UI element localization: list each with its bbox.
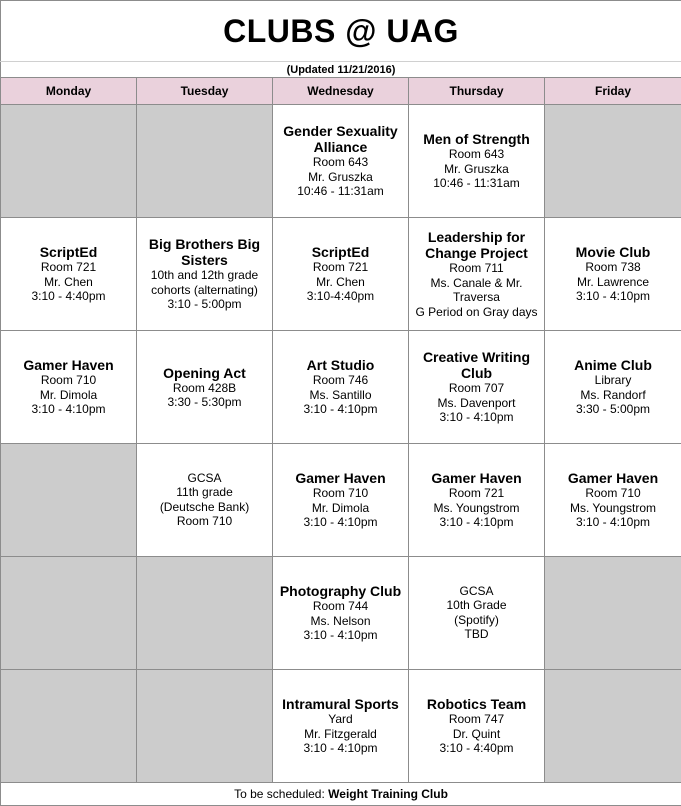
empty-slot-tuesday — [137, 670, 273, 783]
day-header-thursday: Thursday — [409, 78, 545, 105]
club-detail: Dr. Quint — [411, 727, 542, 742]
to-be-scheduled-label: To be scheduled: — [234, 787, 325, 801]
club-detail: Ms. Santillo — [275, 388, 406, 403]
club-detail: 3:10 - 4:40pm — [3, 289, 134, 304]
club-cell-thursday — [409, 557, 545, 670]
club-detail: (Deutsche Bank) — [139, 500, 270, 515]
club-cell-thursday — [409, 105, 545, 218]
club-detail: Ms. Canale & Mr. Traversa — [411, 276, 542, 305]
club-name: Gamer Haven — [3, 357, 134, 373]
club-cell-wednesday — [273, 444, 409, 557]
club-detail: Ms. Davenport — [411, 396, 542, 411]
club-detail: 3:10 - 4:10pm — [411, 515, 542, 530]
empty-slot-monday — [1, 444, 137, 557]
club-cell-thursday — [409, 670, 545, 783]
club-cell-thursday — [409, 331, 545, 444]
club-detail: Mr. Chen — [3, 275, 134, 290]
club-detail: Mr. Dimola — [3, 388, 134, 403]
club-detail: Room 643 — [275, 155, 406, 170]
club-cell-monday — [1, 218, 137, 331]
to-be-scheduled-note — [1, 783, 681, 806]
schedule-row — [1, 444, 681, 557]
club-detail: TBD — [411, 627, 542, 642]
club-detail: Room 710 — [275, 486, 406, 501]
club-detail: Room 711 — [411, 261, 542, 276]
club-cell-wednesday — [273, 670, 409, 783]
day-header-row — [1, 78, 681, 105]
club-name: Leadership for Change Project — [411, 229, 542, 261]
club-detail: Ms. Nelson — [275, 614, 406, 629]
day-header-monday: Monday — [1, 78, 137, 105]
day-header-friday: Friday — [545, 78, 681, 105]
club-cell-tuesday — [137, 218, 273, 331]
club-name: Gamer Haven — [275, 470, 406, 486]
club-detail: 3:10 - 4:10pm — [275, 402, 406, 417]
empty-slot-friday — [545, 557, 681, 670]
club-detail: Ms. Youngstrom — [547, 501, 679, 516]
club-detail: 10:46 - 11:31am — [411, 176, 542, 191]
club-name: Robotics Team — [411, 696, 542, 712]
schedule-row — [1, 331, 681, 444]
club-detail: Mr. Gruszka — [275, 170, 406, 185]
club-detail: 3:10 - 4:10pm — [547, 289, 679, 304]
empty-slot-friday — [545, 670, 681, 783]
club-detail: 3:10 - 4:40pm — [411, 741, 542, 756]
club-name: Gender Sexuality Alliance — [275, 123, 406, 155]
club-detail: Room 707 — [411, 381, 542, 396]
club-detail: Room 744 — [275, 599, 406, 614]
club-detail: 3:10 - 4:10pm — [275, 628, 406, 643]
club-detail: Mr. Gruszka — [411, 162, 542, 177]
schedule-row — [1, 218, 681, 331]
club-cell-friday — [545, 331, 681, 444]
club-name: Art Studio — [275, 357, 406, 373]
club-detail: Room 721 — [275, 260, 406, 275]
schedule-row — [1, 105, 681, 218]
schedule-row — [1, 670, 681, 783]
club-detail: Ms. Randorf — [547, 388, 679, 403]
club-detail: Yard — [275, 712, 406, 727]
club-detail: Mr. Dimola — [275, 501, 406, 516]
club-name: Intramural Sports — [275, 696, 406, 712]
empty-slot-tuesday — [137, 557, 273, 670]
club-name: Photography Club — [275, 583, 406, 599]
club-detail: 3:30 - 5:30pm — [139, 395, 270, 410]
club-name: GCSA — [411, 584, 542, 598]
club-name: Movie Club — [547, 244, 679, 260]
club-name: Gamer Haven — [411, 470, 542, 486]
club-name: Men of Strength — [411, 131, 542, 147]
club-detail: 3:10 - 5:00pm — [139, 297, 270, 312]
empty-slot-tuesday — [137, 105, 273, 218]
club-name: Big Brothers Big Sisters — [139, 236, 270, 268]
club-detail: Room 721 — [3, 260, 134, 275]
schedule-row — [1, 557, 681, 670]
club-name: ScriptEd — [275, 244, 406, 260]
club-cell-wednesday — [273, 105, 409, 218]
club-detail: Room 747 — [411, 712, 542, 727]
updated-date: (Updated 11/21/2016) — [1, 62, 681, 78]
club-detail: G Period on Gray days — [411, 305, 542, 320]
club-cell-monday — [1, 331, 137, 444]
club-detail: 3:10-4:40pm — [275, 289, 406, 304]
club-cell-wednesday — [273, 557, 409, 670]
club-detail: Mr. Fitzgerald — [275, 727, 406, 742]
club-name: GCSA — [139, 471, 270, 485]
club-detail: 10th and 12th grade cohorts (alternating) — [139, 268, 270, 297]
club-detail: Room 710 — [547, 486, 679, 501]
club-detail: 10th Grade — [411, 598, 542, 613]
club-detail: 11th grade — [139, 485, 270, 500]
club-cell-tuesday — [137, 331, 273, 444]
club-detail: Library — [547, 373, 679, 388]
club-cell-wednesday — [273, 218, 409, 331]
club-name: Anime Club — [547, 357, 679, 373]
club-detail: Room 428B — [139, 381, 270, 396]
club-cell-thursday — [409, 444, 545, 557]
club-detail: (Spotify) — [411, 613, 542, 628]
club-cell-friday — [545, 444, 681, 557]
club-detail: 3:10 - 4:10pm — [275, 741, 406, 756]
club-cell-friday — [545, 218, 681, 331]
club-detail: Room 738 — [547, 260, 679, 275]
club-name: Opening Act — [139, 365, 270, 381]
club-detail: Room 746 — [275, 373, 406, 388]
club-detail: Room 710 — [139, 514, 270, 529]
day-header-wednesday: Wednesday — [273, 78, 409, 105]
club-detail: Room 710 — [3, 373, 134, 388]
club-detail: Mr. Lawrence — [547, 275, 679, 290]
unscheduled-club-name: Weight Training Club — [328, 787, 448, 801]
club-detail: 3:10 - 4:10pm — [411, 410, 542, 425]
club-detail: 3:10 - 4:10pm — [3, 402, 134, 417]
club-name: Gamer Haven — [547, 470, 679, 486]
empty-slot-friday — [545, 105, 681, 218]
club-name: ScriptEd — [3, 244, 134, 260]
empty-slot-monday — [1, 670, 137, 783]
club-detail: Room 643 — [411, 147, 542, 162]
club-cell-tuesday — [137, 444, 273, 557]
club-detail: 3:10 - 4:10pm — [275, 515, 406, 530]
page-title: CLUBS @ UAG — [1, 1, 681, 62]
club-detail: 3:10 - 4:10pm — [547, 515, 679, 530]
club-detail: Mr. Chen — [275, 275, 406, 290]
day-header-tuesday: Tuesday — [137, 78, 273, 105]
club-name: Creative Writing Club — [411, 349, 542, 381]
club-cell-wednesday — [273, 331, 409, 444]
club-detail: Room 721 — [411, 486, 542, 501]
empty-slot-monday — [1, 557, 137, 670]
club-cell-thursday — [409, 218, 545, 331]
club-detail: 10:46 - 11:31am — [275, 184, 406, 199]
club-detail: Ms. Youngstrom — [411, 501, 542, 516]
empty-slot-monday — [1, 105, 137, 218]
club-detail: 3:30 - 5:00pm — [547, 402, 679, 417]
